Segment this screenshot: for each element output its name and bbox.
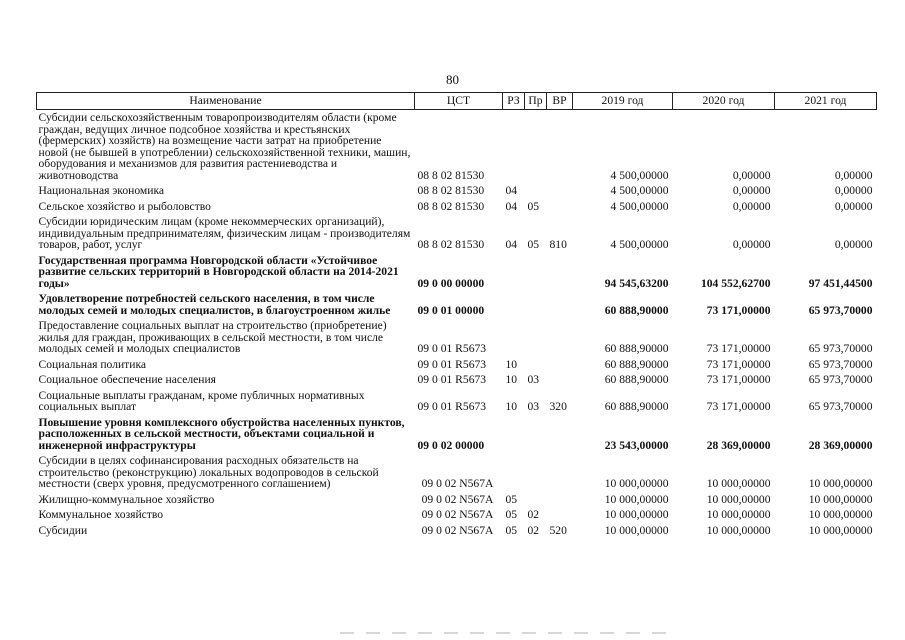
page-number: 80 [446, 72, 459, 87]
row-2020-cell: 73 171,00000 [706, 357, 771, 371]
row-2019-cell: 60 888,90000 [604, 400, 669, 413]
row-name-cell: Государственная программа Новгородской области «Устойчивое развитие сельских территорий в Новгородской области на 2014-2021 годы» [38, 253, 399, 290]
table-row [37, 372, 877, 388]
row-pr-cell: 03 [527, 373, 540, 386]
row-vr-cell [547, 291, 573, 318]
row-2019-cell: 4 500,00000 [610, 184, 669, 197]
row-2020-cell: 0,00000 [732, 168, 771, 182]
row-2020-cell: 0,00000 [732, 238, 771, 251]
row-vr-cell: 810 [549, 238, 567, 251]
row-name-cell: Социальное обеспечение населения [38, 373, 217, 386]
row-2021-cell: 97 451,44500 [808, 276, 873, 290]
row-vr-cell [547, 492, 573, 508]
row-name-cell: Удовлетворение потребностей сельского населения, в том числе молодых семей и молодых специалистов, в благоустроенном жилье [38, 292, 391, 317]
row-cst-cell: 09 0 01 R5673 [417, 357, 487, 371]
row-pr-cell [525, 318, 547, 357]
row-rz-cell: 10 [505, 400, 518, 413]
row-pr-cell [525, 253, 547, 292]
header-vr: ВР [547, 93, 573, 110]
row-2021-cell: 65 973,70000 [808, 342, 873, 355]
row-name-cell: Коммунальное хозяйство [38, 508, 164, 521]
row-2019-cell: 4 500,00000 [610, 168, 669, 182]
row-vr-cell [547, 110, 573, 184]
table-header-row [37, 93, 877, 110]
row-pr-cell [525, 357, 547, 373]
row-pr-cell: 03 [527, 400, 540, 413]
row-vr-cell [547, 372, 573, 388]
table-row [37, 492, 877, 508]
table-row [37, 183, 877, 199]
row-2020-cell: 10 000,00000 [706, 492, 771, 506]
row-name-cell: Социальные выплаты гражданам, кроме публичных нормативных социальных выплат [38, 388, 365, 413]
row-2021-cell: 65 973,70000 [808, 373, 873, 386]
table-row [37, 199, 877, 215]
row-rz-cell: 04 [505, 184, 518, 197]
table-row [37, 507, 877, 523]
table-row [37, 110, 877, 184]
row-vr-cell [547, 507, 573, 523]
row-name-cell: Жилищно-коммунальное хозяйство [38, 492, 215, 506]
table-row [37, 388, 877, 415]
row-pr-cell: 05 [527, 238, 540, 251]
table-row [37, 253, 877, 292]
row-pr-cell [525, 110, 547, 184]
row-vr-cell: 520 [549, 523, 567, 537]
table-row [37, 357, 877, 373]
row-rz-cell [503, 415, 525, 454]
row-name-cell: Сельское хозяйство и рыболовство [38, 199, 211, 213]
row-2019-cell: 60 888,90000 [604, 342, 669, 355]
row-name-cell: Субсидии [38, 523, 88, 537]
row-2021-cell: 0,00000 [834, 199, 873, 213]
table-row [37, 415, 877, 454]
row-name-cell: Субсидии в целях софинансирования расходных обязательств на строительство (реконструкцию) локальных водопроводов в сельской местности (сверх уровня, предусмотренного соглашением) [38, 454, 379, 490]
row-name-cell: Субсидии сельскохозяйственным товаропроизводителям области (кроме граждан, ведущих личное подсобное хозяйства и крестьянских (фермерских) хозяйств) на возмещение части затрат на приобретение новой (не бывшей в употреблении) сельскохозяйственной техники, машин, оборудования и механизмов для развития растениеводства и животноводства [38, 111, 411, 182]
table-row [37, 453, 877, 492]
row-2021-cell: 10 000,00000 [808, 492, 873, 506]
row-2020-cell: 10 000,00000 [706, 477, 771, 490]
row-pr-cell: 05 [527, 199, 540, 213]
row-2020-cell: 104 552,62700 [700, 276, 771, 290]
row-pr-cell [525, 291, 547, 318]
table-row [37, 523, 877, 539]
header-2019: 2019 год [573, 93, 673, 110]
header-2021: 2021 год [775, 93, 877, 110]
row-cst-cell: 09 0 02 N567A [421, 508, 494, 521]
scan-artifact [340, 632, 670, 634]
row-rz-cell: 05 [505, 523, 518, 537]
row-cst-cell: 09 0 02 N567A [421, 523, 494, 537]
row-pr-cell [525, 453, 547, 492]
row-vr-cell [547, 183, 573, 199]
row-2020-cell: 73 171,00000 [706, 373, 771, 386]
table-row [37, 291, 877, 318]
row-rz-cell [503, 253, 525, 292]
row-rz-cell: 10 [505, 373, 518, 386]
row-cst-cell: 09 0 00 00000 [417, 276, 485, 290]
row-2020-cell: 0,00000 [732, 199, 771, 213]
row-2021-cell: 0,00000 [834, 184, 873, 197]
row-2019-cell: 10 000,00000 [604, 508, 669, 521]
header-2020: 2020 год [673, 93, 775, 110]
row-vr-cell [547, 253, 573, 292]
row-2019-cell: 60 888,90000 [604, 303, 669, 317]
row-2021-cell: 65 973,70000 [808, 400, 873, 413]
row-vr-cell [547, 318, 573, 357]
row-2019-cell: 60 888,90000 [604, 357, 669, 371]
row-cst-cell: 08 8 02 81530 [417, 184, 485, 197]
row-2019-cell: 10 000,00000 [604, 523, 669, 537]
row-cst-cell: 09 0 01 00000 [417, 303, 485, 317]
row-name-cell: Социальная политика [38, 357, 147, 371]
row-vr-cell: 320 [549, 400, 567, 413]
row-rz-cell: 04 [505, 199, 518, 213]
row-2021-cell: 65 973,70000 [808, 357, 873, 371]
row-name-cell: Предоставление социальных выплат на строительство (приобретение) жилья для граждан, проживающих в сельской местности, в том числе молодых семей и молодых специалистов [38, 319, 387, 355]
row-2021-cell: 65 973,70000 [808, 303, 873, 317]
row-2020-cell: 73 171,00000 [706, 400, 771, 413]
row-2019-cell: 4 500,00000 [610, 199, 669, 213]
row-vr-cell [547, 453, 573, 492]
row-2021-cell: 0,00000 [834, 168, 873, 182]
row-2021-cell: 10 000,00000 [808, 523, 873, 537]
row-pr-cell [525, 183, 547, 199]
row-2020-cell: 73 171,00000 [706, 303, 771, 317]
table-row [37, 214, 877, 253]
row-cst-cell: 09 0 02 00000 [417, 438, 485, 452]
row-2019-cell: 23 543,00000 [604, 438, 669, 452]
row-rz-cell: 05 [505, 508, 518, 521]
row-2021-cell: 10 000,00000 [808, 477, 873, 490]
row-cst-cell: 09 0 01 R5673 [417, 400, 487, 413]
row-cst-cell: 08 8 02 81530 [417, 168, 485, 182]
row-cst-cell: 08 8 02 81530 [417, 199, 485, 213]
row-2019-cell: 10 000,00000 [604, 477, 669, 490]
row-pr-cell [525, 415, 547, 454]
row-vr-cell [547, 415, 573, 454]
row-rz-cell [503, 110, 525, 184]
row-cst-cell: 09 0 02 N567A [421, 477, 494, 490]
row-rz-cell [503, 318, 525, 357]
row-cst-cell: 09 0 02 N567A [421, 492, 494, 506]
row-rz-cell: 04 [505, 238, 518, 251]
row-cst-cell: 08 8 02 81530 [417, 238, 485, 251]
row-rz-cell [503, 453, 525, 492]
row-2019-cell: 60 888,90000 [604, 373, 669, 386]
row-name-cell: Национальная экономика [38, 184, 165, 197]
row-2019-cell: 94 545,63200 [604, 276, 669, 290]
row-cst-cell: 09 0 01 R5673 [417, 342, 487, 355]
row-pr-cell: 02 [527, 508, 540, 521]
row-2021-cell: 10 000,00000 [808, 508, 873, 521]
row-2020-cell: 28 369,00000 [706, 438, 771, 452]
row-2020-cell: 10 000,00000 [706, 508, 771, 521]
row-vr-cell [547, 199, 573, 215]
row-cst-cell: 09 0 01 R5673 [417, 373, 487, 386]
row-name-cell: Субсидии юридическим лицам (кроме некоммерческих организаций), индивидуальным предпринимателям, физическим лицам - производителям товаров, работ, услуг [38, 215, 411, 251]
table-body [37, 110, 877, 539]
header-pr: Пр [525, 93, 547, 110]
row-rz-cell: 10 [505, 357, 518, 371]
header-name: Наименование [37, 93, 415, 110]
row-pr-cell: 02 [527, 523, 540, 537]
row-2021-cell: 0,00000 [834, 238, 873, 251]
budget-table [36, 92, 877, 538]
row-2020-cell: 0,00000 [732, 184, 771, 197]
row-vr-cell [547, 357, 573, 373]
row-pr-cell [525, 492, 547, 508]
row-2019-cell: 4 500,00000 [610, 238, 669, 251]
row-2020-cell: 10 000,00000 [706, 523, 771, 537]
row-2021-cell: 28 369,00000 [808, 438, 873, 452]
row-rz-cell: 05 [505, 492, 518, 506]
row-2019-cell: 10 000,00000 [604, 492, 669, 506]
row-name-cell: Повышение уровня комплексного обустройства населенных пунктов, расположенных в сельской местности, объектами социальной и инженерной инфраструктуры [38, 415, 405, 452]
row-rz-cell [503, 291, 525, 318]
table-row [37, 318, 877, 357]
header-rz: РЗ [503, 93, 525, 110]
header-cst: ЦСТ [415, 93, 503, 110]
row-2020-cell: 73 171,00000 [706, 342, 771, 355]
